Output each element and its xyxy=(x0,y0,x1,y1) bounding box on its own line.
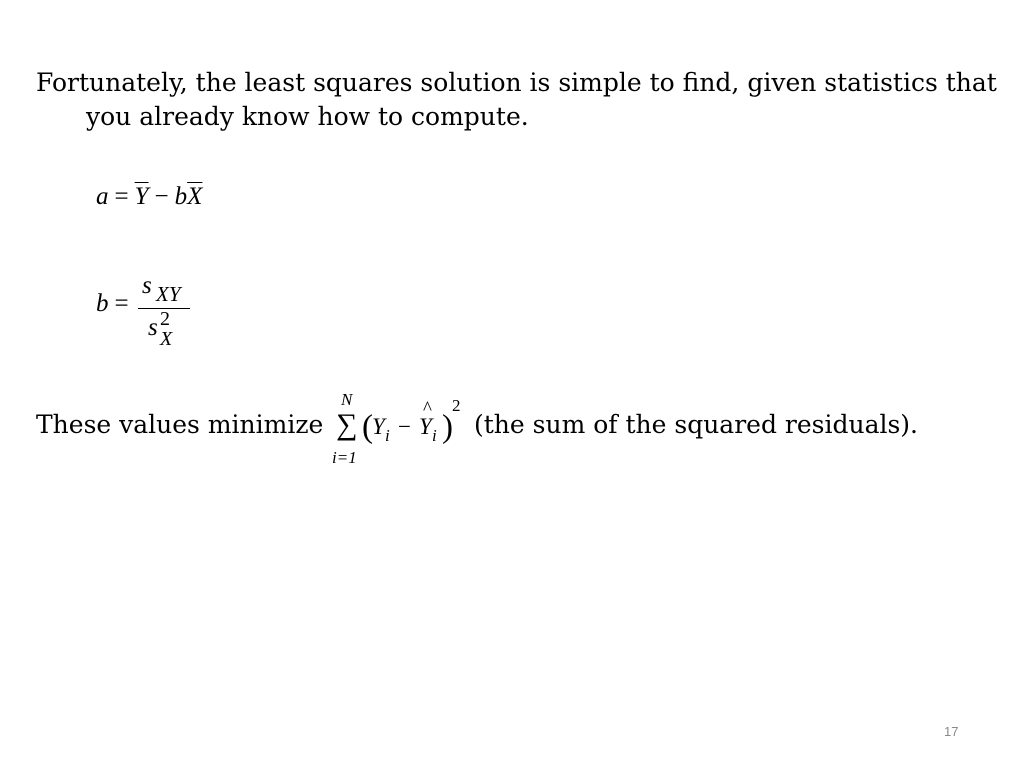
y-bar: $\overline{Y}$ xyxy=(134,183,149,210)
slope-fraction xyxy=(138,272,190,360)
y-observed: Y xyxy=(372,414,385,439)
right-paren: ) xyxy=(442,409,453,445)
i-subscript: i xyxy=(385,426,390,445)
slope-formula xyxy=(96,272,236,360)
minimize-lead-text: These values minimize xyxy=(36,410,324,439)
a-variable: a xyxy=(96,183,109,210)
intercept-formula xyxy=(96,180,202,214)
i-subscript: i xyxy=(432,426,437,445)
minus-sign: − xyxy=(154,183,169,210)
minus-sign: − xyxy=(398,414,411,439)
slope-lhs xyxy=(96,290,135,318)
y-predicted: Y xyxy=(419,414,432,439)
minimize-trailing-text: (the sum of the squared residuals). xyxy=(474,410,919,439)
b-variable: b xyxy=(174,183,188,210)
x-bar: $\overline{X}$ xyxy=(187,183,203,210)
x-subscript: X xyxy=(160,328,173,350)
equals-sign: = xyxy=(114,290,129,317)
sum-of-squared-residuals xyxy=(330,390,470,474)
intro-paragraph: Fortunately, the least squares solution is simple to find, given statistics that you already know how to compute. xyxy=(36,68,997,131)
sum-lower-limit: i=1 xyxy=(332,448,357,467)
s-variable: s xyxy=(142,272,152,299)
equals-sign: = xyxy=(114,183,129,210)
page-number: 17 xyxy=(944,724,959,739)
xy-subscript: XY xyxy=(156,282,181,306)
b-variable: b xyxy=(96,290,109,317)
hat-accent: ^ xyxy=(423,398,432,419)
variance-term xyxy=(148,308,173,350)
squared-exponent: 2 xyxy=(452,396,461,415)
s-variable: s xyxy=(148,314,158,341)
covariance-term xyxy=(142,272,181,306)
sigma-symbol: ∑ xyxy=(336,408,358,441)
left-paren: ( xyxy=(362,409,373,445)
squared-superscript: 2 xyxy=(160,308,170,330)
sum-upper-limit: N xyxy=(341,390,353,409)
